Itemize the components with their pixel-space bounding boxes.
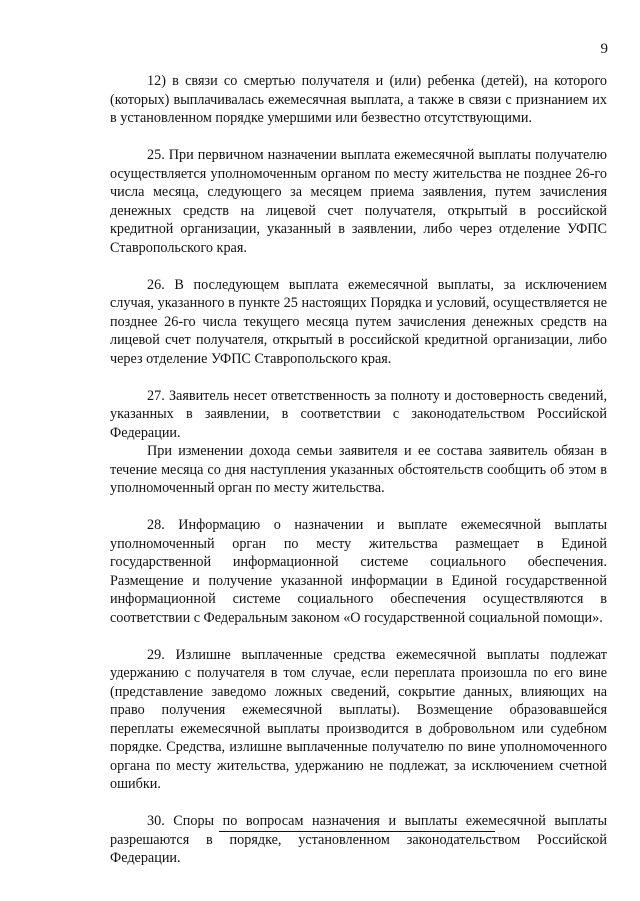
- paragraph-28: 28. Информацию о назначении и выплате ежемесячной выплаты уполномоченный орган по месту жительства размещает в Единой государственной информационной системе социального обеспечения. Размещение и получение указанной информации в Единой государственной информационной системе социального обеспечения осуществляются в соответствии с Федеральным законом «О государственной социальной помощи».: [110, 517, 607, 626]
- paragraph-25: 25. При первичном назначении выплата ежемесячной выплаты получателю осуществляется уполномоченным органом по месту жительства не позднее 26-го числа месяца, следующего за месяцем приема заявления, путем зачисления денежных средств на лицевой счет получателя, открытый в российской кредитной организации, указанный в заявлении, либо через отделение УФПС Ставропольского края.: [110, 147, 607, 256]
- paragraph-27-continuation: При изменении дохода семьи заявителя и ее состава заявитель обязан в течение месяца со дня наступления указанных обстоятельств сообщить об этом в уполномоченный орган по месту жительства.: [110, 443, 607, 496]
- paragraph-27: 27. Заявитель несет ответственность за полноту и достоверность сведений, указанных в заявлении, в соответствии с законодательством Российской Федерации.: [110, 387, 607, 441]
- page-number: 9: [600, 41, 608, 57]
- paragraph-26: 26. В последующем выплата ежемесячной выплаты, за исключением случая, указанного в пункте 25 настоящих Порядка и условий, осуществляется не позднее 26-го числа текущего месяца путем зачисления денежных средств на лицевой счет получателя, открытый в российской кредитной организации, либо через отделение УФПС Ставропольского края.: [110, 276, 607, 367]
- paragraph-item-12: 12) в связи со смертью получателя и (или) ребенка (детей), на которого (которых) выплачивалась ежемесячная выплата, а также в связи с признанием их в установленном порядке умершими или безвестно отсутствующими.: [110, 73, 607, 126]
- paragraph-30: 30. Споры по вопросам назначения и выплаты ежемесячной выплаты разрешаются в порядке, установленном законодательством Российской Федерации.: [110, 813, 607, 866]
- paragraph-29: 29. Излишне выплаченные средства ежемесячной выплаты подлежат удержанию с получателя в том случае, если переплата произошла по его вине (представление заведомо ложных сведений, сокрытие данных, влияющих на право получения ежемесячной выплаты). Возмещение образовавшейся переплаты ежемесячной выплаты производится в добровольном или судебном порядке. Средства, излишне выплаченные получателю по вине уполномоченного органа по месту жительства, удержанию не подлежат, за исключением счетной ошибки.: [110, 646, 607, 792]
- end-of-document-rule: [219, 831, 495, 832]
- document-body: [110, 72, 607, 868]
